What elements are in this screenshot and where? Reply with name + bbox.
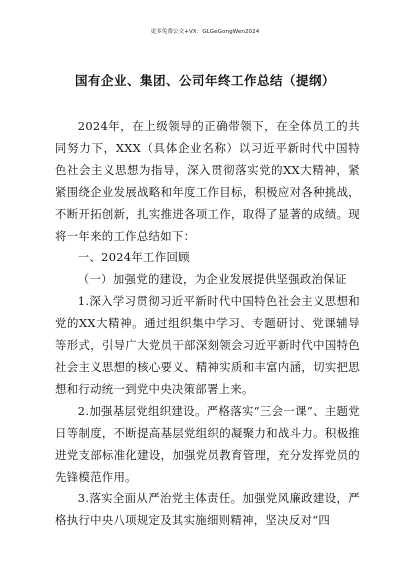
item-3-paragraph (55, 488, 360, 532)
item-3-body: 加强党风廉政建设，严格执行中央八项规定及其实施细则精神，坚决反对“四 (55, 491, 360, 528)
header-watermark: 更多免费公文+VX：GLGeGongWen2024 (150, 29, 260, 35)
item-2-body: 严格落实“三会一课”、主题党日等制度，不断提高基层党组织的凝聚力和战斗力。积极推进党支部标准化建设，加强党员教育管理，充分发挥党员的先锋模范作用。 (55, 403, 360, 484)
subsection-heading-1: （一）加强党的建设，为企业发展提供坚强政治保证 (77, 272, 347, 287)
item-1-lead: 1.深入学习贯彻习近平新时代中国特色社会主义思想和党的XX大精神。 (55, 294, 360, 331)
item-2-lead: 2.加强基层党组织建设。 (77, 403, 207, 418)
item-2-paragraph (55, 401, 360, 489)
item-1-paragraph (55, 291, 360, 401)
document-title: 国有企业、集团、公司年终工作总结（提纲） (74, 73, 335, 88)
intro-paragraph: 2024年，在上级领导的正确带领下，在全体员工的共同努力下，XXX（具体企业名称）以习近平新时代中国特色社会主义思想为指导，深入贯彻落实党的XX大精神，紧紧围绕企业发展战略和年度工作目标，积极应对各种挑战，不断开拓创新，扎实推进各项工作，取得了显著的成绩。现将一年来的工作总结如下： (55, 119, 360, 243)
section-heading-1: 一、2024年工作回顾 (77, 250, 190, 265)
item-1-body: 通过组织集中学习、专题研讨、党课辅导等形式，引导广大党员干部深刻领会习近平新时代中国特色社会主义思想的核心要义、精神实质和丰富内涵，切实把思想和行动统一到党中央决策部署上来。 (55, 316, 360, 396)
document-body (55, 116, 360, 532)
item-3-lead: 3.落实全面从严治党主体责任。 (77, 491, 243, 506)
